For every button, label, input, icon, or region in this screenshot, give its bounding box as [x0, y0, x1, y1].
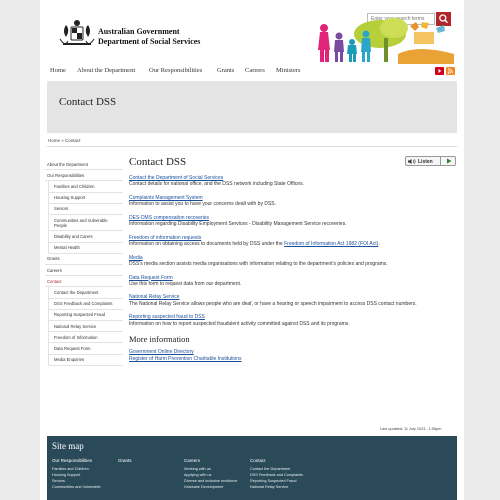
rss-icon[interactable] [446, 67, 455, 75]
more-info-link[interactable]: Register of Harm Prevention Charitable Institutions [129, 355, 242, 362]
sidebar-item[interactable]: National Relay Service [48, 321, 123, 332]
foi-act-link[interactable]: Freedom of Information Act 1982 (FOI Act) [284, 241, 379, 248]
sitemap-column [52, 458, 117, 490]
contact-entry [129, 314, 459, 327]
sidebar-item[interactable]: Media Enquiries [48, 355, 123, 366]
sidebar-item[interactable]: DSS Feedback and Complaints [48, 299, 123, 310]
sitemap-link[interactable]: Families and Children [52, 467, 89, 471]
more-info-heading: More information [129, 334, 190, 345]
sitemap-link[interactable]: National Relay Service [250, 485, 289, 489]
nav-home[interactable]: Home [50, 67, 66, 74]
sitemap-heading[interactable]: Grants [118, 458, 132, 463]
contact-entry [129, 195, 459, 208]
sitemap-heading[interactable]: Contact [250, 458, 266, 463]
entry-link[interactable]: Complaints Management System [129, 194, 203, 201]
youtube-icon[interactable] [435, 67, 444, 75]
sidebar-item[interactable]: Careers [45, 265, 123, 276]
sidebar-item[interactable]: About the Department [45, 159, 123, 170]
entry-link[interactable]: National Relay Service [129, 294, 180, 301]
sidebar-item[interactable]: Contact [45, 276, 123, 287]
department-name: Department of Social Services [98, 37, 201, 46]
entry-link[interactable]: Media [129, 254, 143, 261]
sitemap-link[interactable]: Seniors [52, 479, 65, 483]
sitemap-heading[interactable]: Careers [184, 458, 201, 463]
sidebar-item[interactable]: Disability and Carers [48, 231, 123, 242]
sidebar-item[interactable]: Contact the Department [48, 287, 123, 298]
nav-ministers[interactable]: Ministers [276, 67, 301, 74]
last-updated: Last updated: 11 July 2023 - 1:55pm [380, 427, 442, 431]
site-header [40, 0, 464, 64]
sidebar-menu [45, 159, 123, 366]
entry-link[interactable]: Freedom of information requests [129, 234, 202, 241]
entry-description: Contact details for national office, and the DSS network including State Offices. [129, 181, 304, 188]
sitemap-link[interactable]: Contact the Department [250, 467, 291, 471]
divider [47, 146, 457, 147]
sitemap-link[interactable]: Graduate Development [184, 485, 224, 489]
entry-description: Information to assist you to have your concerns dealt with by DSS. [129, 201, 277, 208]
sitemap-heading[interactable]: Our Responsibilities [52, 458, 93, 463]
contact-entry [129, 255, 459, 268]
dss-logo[interactable] [58, 17, 218, 53]
main-content [129, 156, 459, 362]
coat-of-arms-icon [58, 17, 96, 53]
contact-entry [129, 175, 459, 188]
contact-list [129, 175, 459, 328]
sitemap-column [118, 458, 183, 466]
contact-entry [129, 294, 459, 307]
contact-entry [129, 275, 459, 288]
entry-description: The National Relay Service allows people who are deaf, or have a hearing or speech impairment to access DSS contact numbers. [129, 300, 417, 307]
banner-title: Contact DSS [59, 96, 117, 108]
site-map-footer [47, 436, 457, 500]
sidebar-item[interactable]: Reporting Suspected Fraud [48, 310, 123, 321]
sitemap-link[interactable]: Communities and Vulnerable [52, 485, 101, 489]
more-info-link[interactable]: Government Online Directory [129, 349, 194, 356]
play-icon[interactable] [440, 157, 456, 165]
sitemap-title: Site map [52, 441, 84, 451]
nav-careers[interactable]: Careers [245, 67, 265, 74]
page-title: Contact DSS [129, 156, 187, 168]
sidebar-item[interactable]: Communities and Vulnerable People [48, 215, 123, 231]
sitemap-link[interactable]: Applying with us [184, 473, 212, 477]
listen-button[interactable] [405, 156, 456, 166]
entry-description: Information regarding Disability Employment Services - Disability Management Service recoveries. [129, 221, 347, 228]
entry-link[interactable]: DES-DMS compensation recoveries [129, 214, 210, 221]
contact-entry [129, 215, 459, 228]
sidebar-item[interactable]: Families and Children [48, 181, 123, 192]
entry-description: DSS's media section assists media organisations with information relating to the department's policies and programs. [129, 261, 388, 268]
entry-description: Information on how to report suspected fraudulent activity committed against DSS and its programs. [129, 320, 350, 327]
sidebar-item[interactable]: Data Request Form [48, 343, 123, 354]
speaker-icon [408, 159, 416, 164]
sidebar-item[interactable]: Freedom of Information [48, 332, 123, 343]
sidebar-item[interactable]: Grants [45, 254, 123, 265]
sidebar-item[interactable]: Mental Health [48, 243, 123, 254]
entry-description [129, 241, 459, 248]
entry-link[interactable]: Reporting suspected fraud to DSS [129, 314, 205, 321]
sitemap-column [250, 458, 315, 490]
family-illustration [318, 14, 454, 64]
sitemap-link[interactable]: Diverse and inclusive workforce [184, 479, 238, 483]
description-text: . [378, 241, 380, 248]
sitemap-link[interactable]: Housing Support [52, 473, 81, 477]
more-info-links [129, 349, 459, 362]
sidebar-item[interactable]: Our Responsibilities [45, 170, 123, 181]
sitemap-link[interactable]: Working with us [184, 467, 211, 471]
entry-description: Use this form to request data from our department. [129, 280, 242, 287]
nav-grants[interactable]: Grants [217, 67, 235, 74]
listen-label: Listen [418, 158, 433, 165]
nav-responsibilities[interactable]: Our Responsibilities [149, 67, 203, 74]
page [40, 0, 464, 500]
sidebar-item[interactable]: Seniors [48, 204, 123, 215]
description-text: Information on obtaining access to documents held by DSS under the [129, 241, 285, 248]
gov-name: Australian Government [98, 27, 180, 36]
sitemap-link[interactable]: DSS Feedback and Complaints [250, 473, 303, 477]
breadcrumb[interactable]: Home » Contact [48, 138, 81, 143]
sitemap-link[interactable]: Reporting Suspected Fraud [250, 479, 297, 483]
sidebar-item[interactable]: Housing Support [48, 193, 123, 204]
page-banner [47, 81, 457, 133]
nav-about[interactable]: About the Department [77, 67, 136, 74]
contact-entry [129, 235, 459, 248]
entry-link[interactable]: Data Request Form [129, 274, 173, 281]
main-navigation [50, 67, 462, 77]
entry-link[interactable]: Contact the Department of Social Services [129, 175, 224, 181]
sitemap-column [184, 458, 249, 490]
